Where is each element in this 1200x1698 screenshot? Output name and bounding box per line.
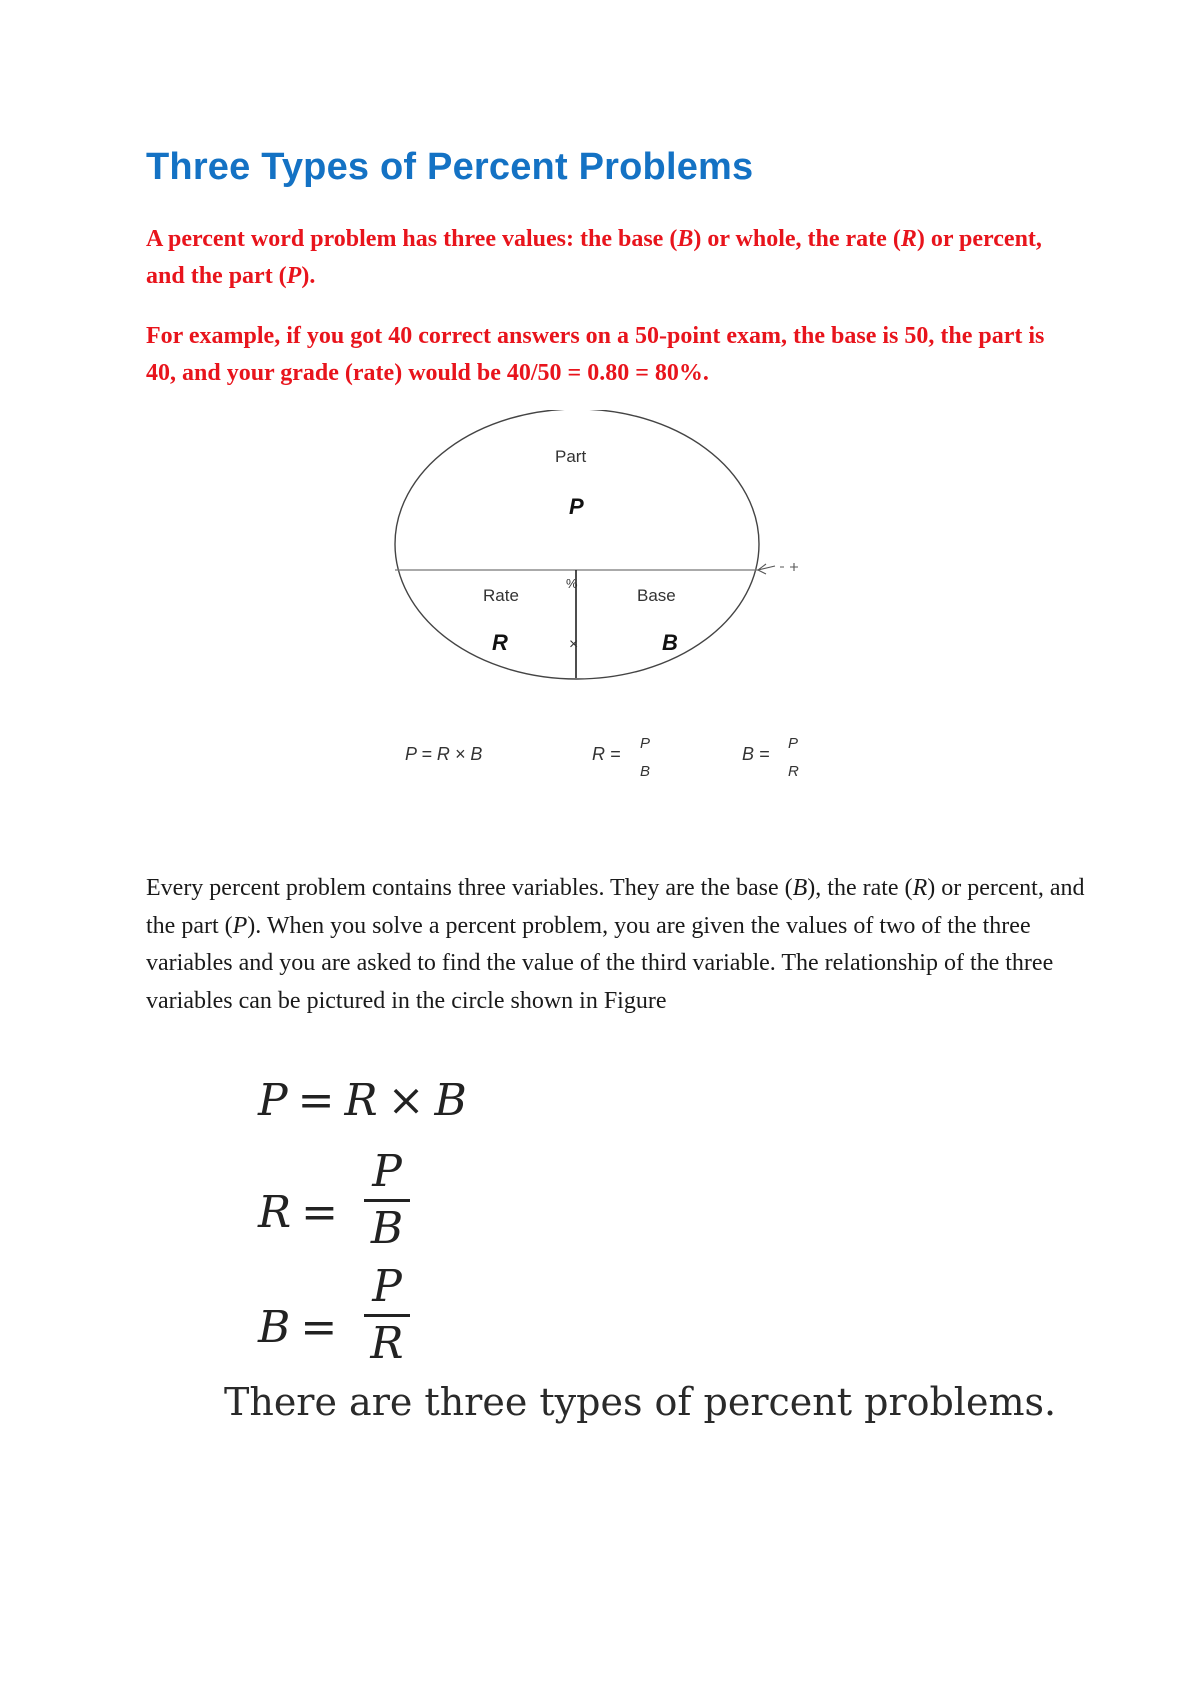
diagram-formula-part: P = R × B <box>405 744 483 764</box>
body-text: ). When you solve a percent problem, you are given the values of two of the three variables and you are asked to find the value of the third variable. The relationship of the three variables can be pictured in the circle shown in Figure <box>146 912 1054 1014</box>
body-text: Every percent problem contains three variables. They are the base ( <box>146 875 793 901</box>
formula-var: B <box>258 1302 291 1353</box>
formula-var: R <box>344 1075 378 1126</box>
body-text: ) or percent, and the part ( <box>146 875 1085 939</box>
numerator: P <box>372 1261 402 1312</box>
rate-variable: R <box>492 630 508 655</box>
page-title: Three Types of Percent Problems <box>146 146 754 188</box>
base-variable: B <box>662 630 678 655</box>
diagram-formula-rate-lhs: R = <box>592 744 621 764</box>
pointer-arrow-icon <box>758 563 798 574</box>
intro-text: ) or whole, the rate ( <box>693 226 901 252</box>
formula-base-fraction <box>361 1260 413 1371</box>
var-r: R <box>900 226 917 252</box>
times-sign: × <box>387 1075 425 1126</box>
times-sign: × <box>569 636 579 653</box>
intro-text: A percent word problem has three values: the base ( <box>146 226 678 252</box>
base-label: Base <box>637 586 676 605</box>
formula-base-lhs <box>258 1302 347 1353</box>
denominator: R <box>370 1318 404 1369</box>
formula-var: R <box>258 1187 292 1238</box>
diagram-formula-base-den: R <box>788 763 799 780</box>
intro-text: ) or percent, and the part ( <box>146 226 1042 289</box>
formula-part <box>258 1075 467 1126</box>
var-p: P <box>232 912 248 939</box>
formula-var: B <box>434 1075 467 1126</box>
numerator: P <box>372 1146 402 1197</box>
rate-label: Rate <box>483 586 519 605</box>
part-variable: P <box>569 494 584 519</box>
equals-sign: = <box>301 1187 339 1238</box>
diagram-formula-base-lhs: B = <box>742 744 770 764</box>
equals-sign: = <box>297 1075 335 1126</box>
diagram-formula-rate-num: P <box>640 735 651 752</box>
formula-rate-fraction <box>361 1145 413 1256</box>
formula-var: P <box>258 1075 288 1126</box>
intro-paragraph-example: For example, if you got 40 correct answers on a 50-point exam, the base is 50, the part is 40, and your grade (rate) would be 40/50 = 0.80 = 80%. <box>146 323 1045 386</box>
formula-rate-lhs <box>258 1187 348 1238</box>
diagram-formula-base-num: P <box>788 735 799 752</box>
percent-circle-diagram <box>380 410 860 790</box>
intro-text: ). <box>301 263 316 289</box>
var-b: B <box>792 875 808 901</box>
part-label: Part <box>555 447 587 466</box>
percent-sign: % <box>566 576 578 591</box>
body-text: ), the rate ( <box>807 875 913 901</box>
var-r: R <box>912 875 928 901</box>
denominator: B <box>370 1203 404 1254</box>
var-b: B <box>677 226 694 252</box>
formula-block <box>258 1075 658 1375</box>
equals-sign: = <box>300 1302 338 1353</box>
intro-paragraph-definition <box>146 221 1066 295</box>
closing-sentence: There are three types of percent problems. <box>224 1380 1057 1424</box>
diagram-formula-rate-den: B <box>640 763 651 780</box>
explanation-paragraph <box>146 870 1086 1020</box>
var-p: P <box>286 263 302 289</box>
